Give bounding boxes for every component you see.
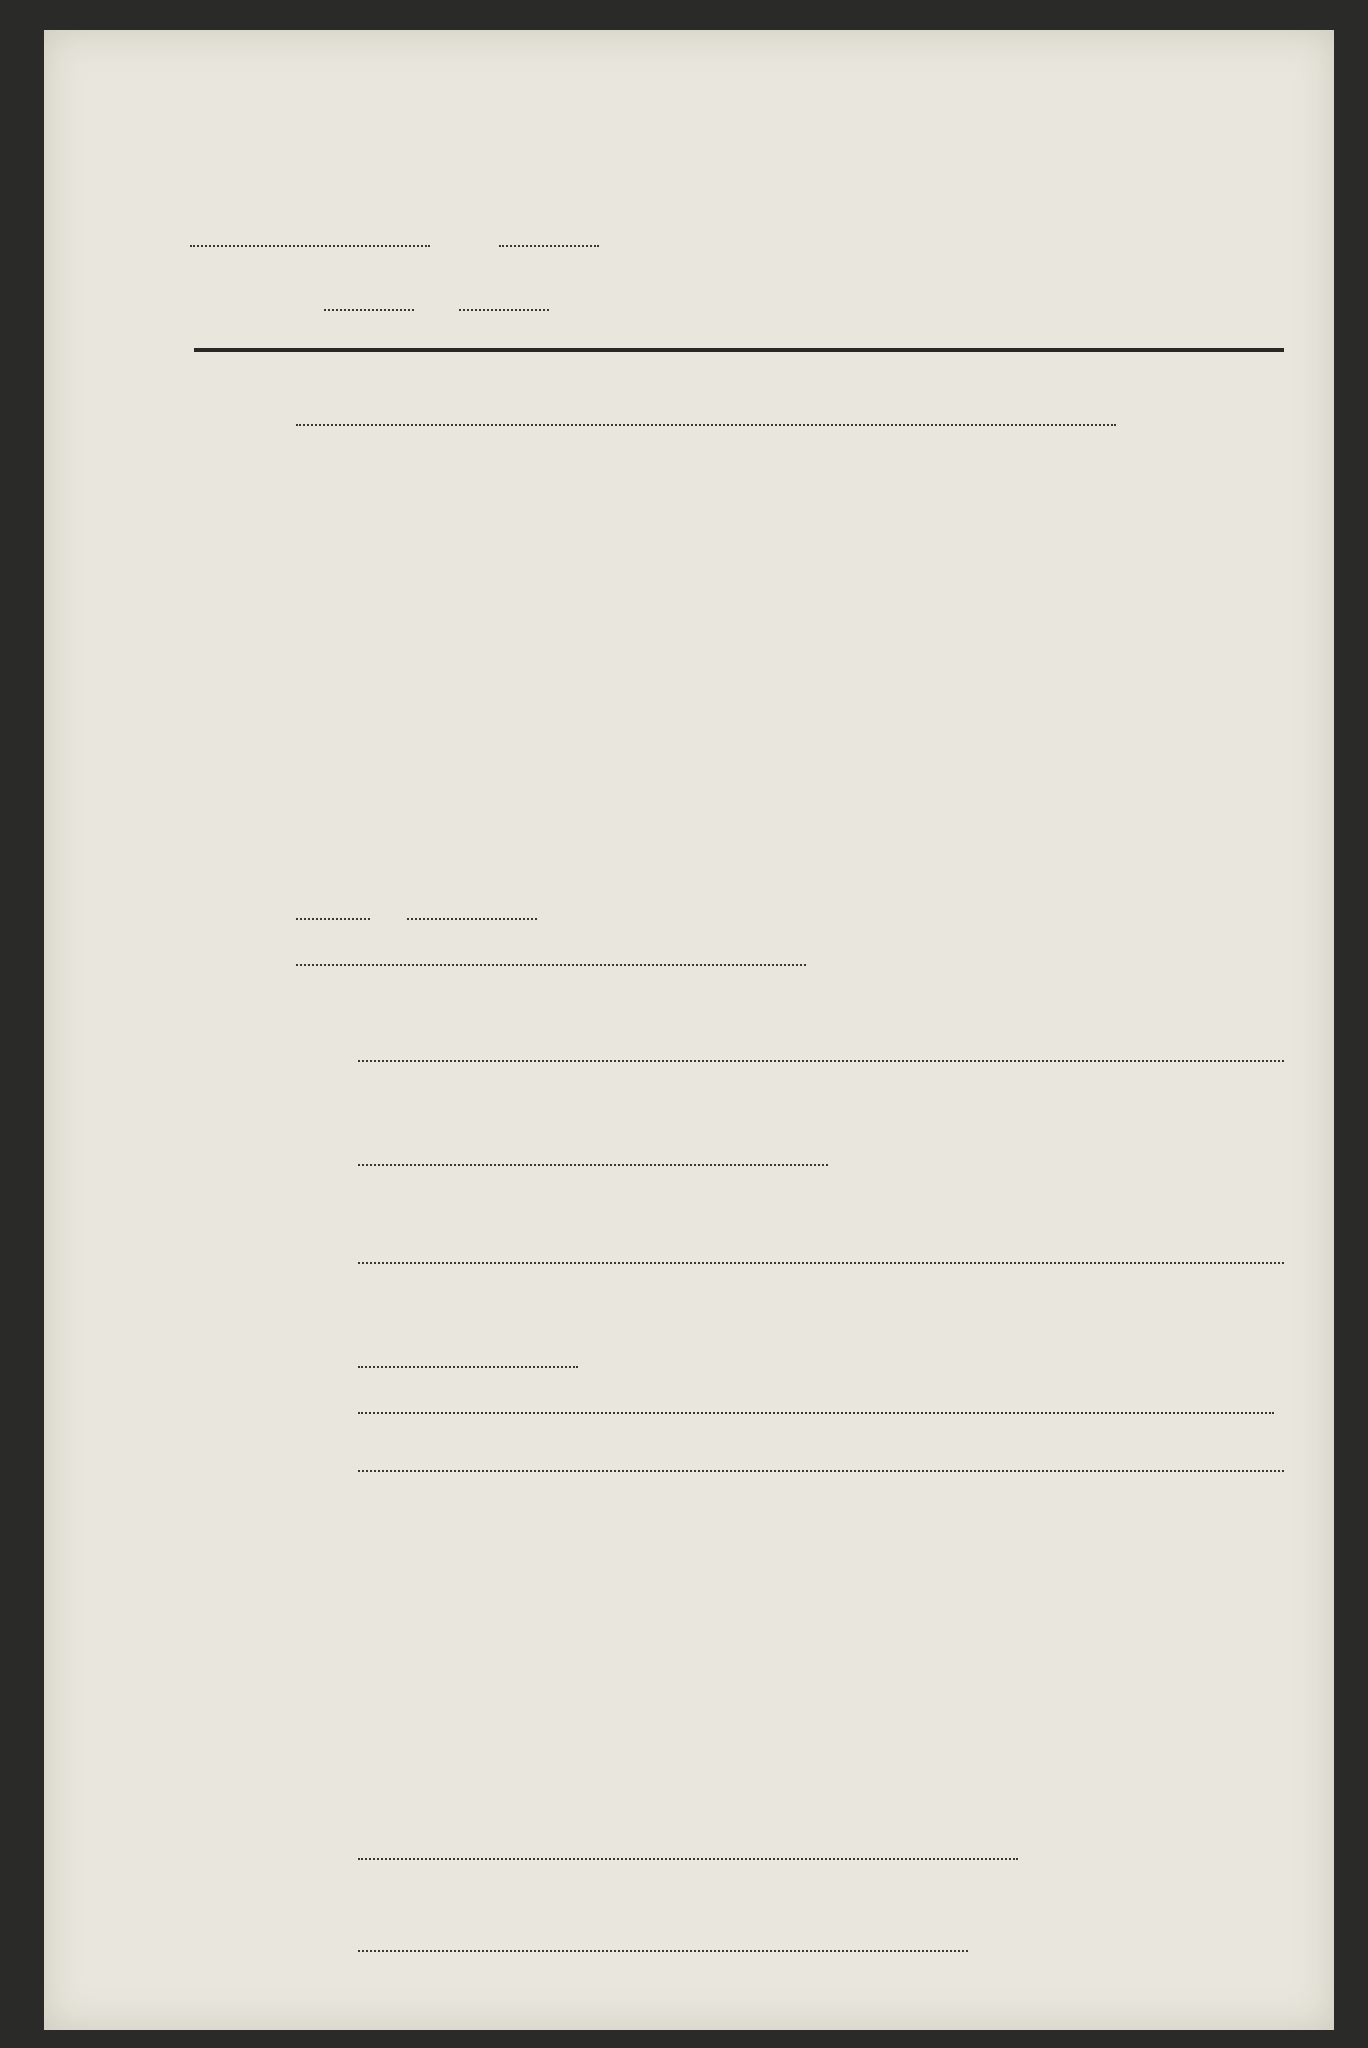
q1-name-value: [296, 424, 1116, 426]
q10-line3: [358, 1390, 1274, 1421]
q10-answer-line: [358, 1470, 1284, 1472]
q7-line1: [296, 942, 806, 973]
q6-row: [296, 896, 537, 927]
q9-answer-line: [358, 1262, 1284, 1264]
q6-month-blank: [407, 918, 537, 920]
kreds-row: [324, 280, 549, 319]
q7-blank: [296, 964, 806, 966]
herred-name-value: [190, 245, 430, 247]
census-form-sheet: [44, 30, 1334, 2030]
q15-line2: [358, 1928, 968, 1959]
husliste-no-value: [459, 309, 549, 311]
q15-blank: [358, 1950, 968, 1952]
header-row: [190, 216, 599, 256]
q14-line2: [358, 1836, 1018, 1867]
q8-blank: [358, 1164, 828, 1166]
q6-year-value: [296, 918, 370, 920]
q12-row: [296, 1596, 316, 1627]
q10-occupation-value2: [358, 1412, 1274, 1414]
q10-line2: [358, 1344, 578, 1375]
kreds-no-value: [324, 309, 414, 311]
q10-occupation-value1: [358, 1366, 578, 1368]
q8-line2: [358, 1142, 828, 1173]
q14-blank: [358, 1858, 1018, 1860]
personseddel-no-value: [499, 245, 599, 247]
q7-answer-line: [358, 1060, 1284, 1062]
header-divider: [194, 348, 1284, 352]
q1-row: [296, 402, 1116, 433]
